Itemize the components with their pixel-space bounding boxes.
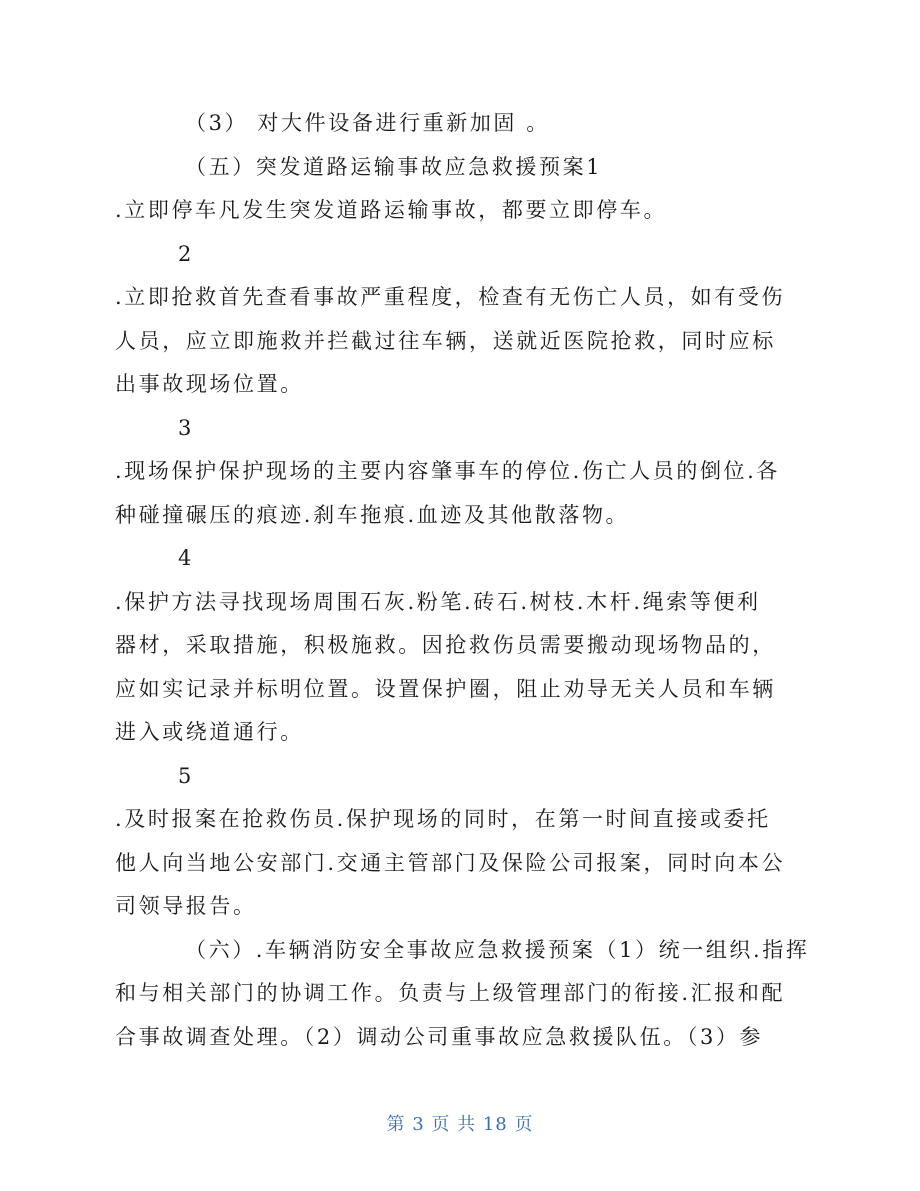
text-line: 应如实记录并标明位置。设置保护圈，阻止劝导无关人员和车辆: [115, 676, 776, 701]
text-line: .现场保护保护现场的主要内容肇事车的停位.伤亡人员的倒位.各: [115, 459, 781, 483]
item-number: 3: [178, 415, 194, 440]
text-line: 他人向当地公安部门.交通主管部门及保险公司报案，同时向本公: [115, 850, 786, 875]
text-line: .立即抢救首先查看事故严重程度，检查有无伤亡人员，如有受伤: [115, 285, 786, 309]
text-line: 人员，应立即施救并拦截过往车辆，送就近医院抢救，同时应标: [115, 328, 776, 353]
item-number: 4: [178, 546, 194, 570]
text-line: 器材，采取措施，积极施救。因抢救伤员需要搬动现场物品的，: [115, 633, 776, 657]
page-indicator: 第 3 页 共 18 页: [386, 1114, 534, 1135]
text-line: 合事故调查处理。（2）调动公司重事故应急救援队伍。（3）参: [115, 1024, 764, 1049]
text-line: （3） 对大件设备进行重新加固 。: [185, 111, 550, 135]
text-line: 司领导报告。: [115, 894, 257, 918]
section-heading: （六）.车辆消防安全事故应急救援预案（1）统一组织.指挥: [185, 937, 810, 962]
text-line: 和与相关部门的协调工作。负责与上级管理部门的衔接.汇报和配: [115, 981, 786, 1005]
text-line: .保护方法寻找现场周围石灰.粉笔.砖石.树枝.木杆.绳索等便利: [115, 589, 761, 614]
item-number: 5: [178, 763, 194, 788]
section-heading: （五）突发道路运输事故应急救援预案1: [185, 154, 603, 179]
text-line: .及时报案在抢救伤员.保护现场的同时，在第一时间直接或委托: [115, 807, 771, 831]
text-line: .立即停车凡发生突发道路运输事故，都要立即停车。: [115, 198, 668, 222]
text-line: 种碰撞碾压的痕迹.刹车拖痕.血迹及其他散落物。: [115, 502, 630, 527]
item-number: 2: [178, 241, 194, 266]
text-line: 出事故现场位置。: [115, 372, 304, 396]
document-body: [115, 102, 810, 1059]
text-line: 进入或绕道通行。: [115, 720, 304, 744]
